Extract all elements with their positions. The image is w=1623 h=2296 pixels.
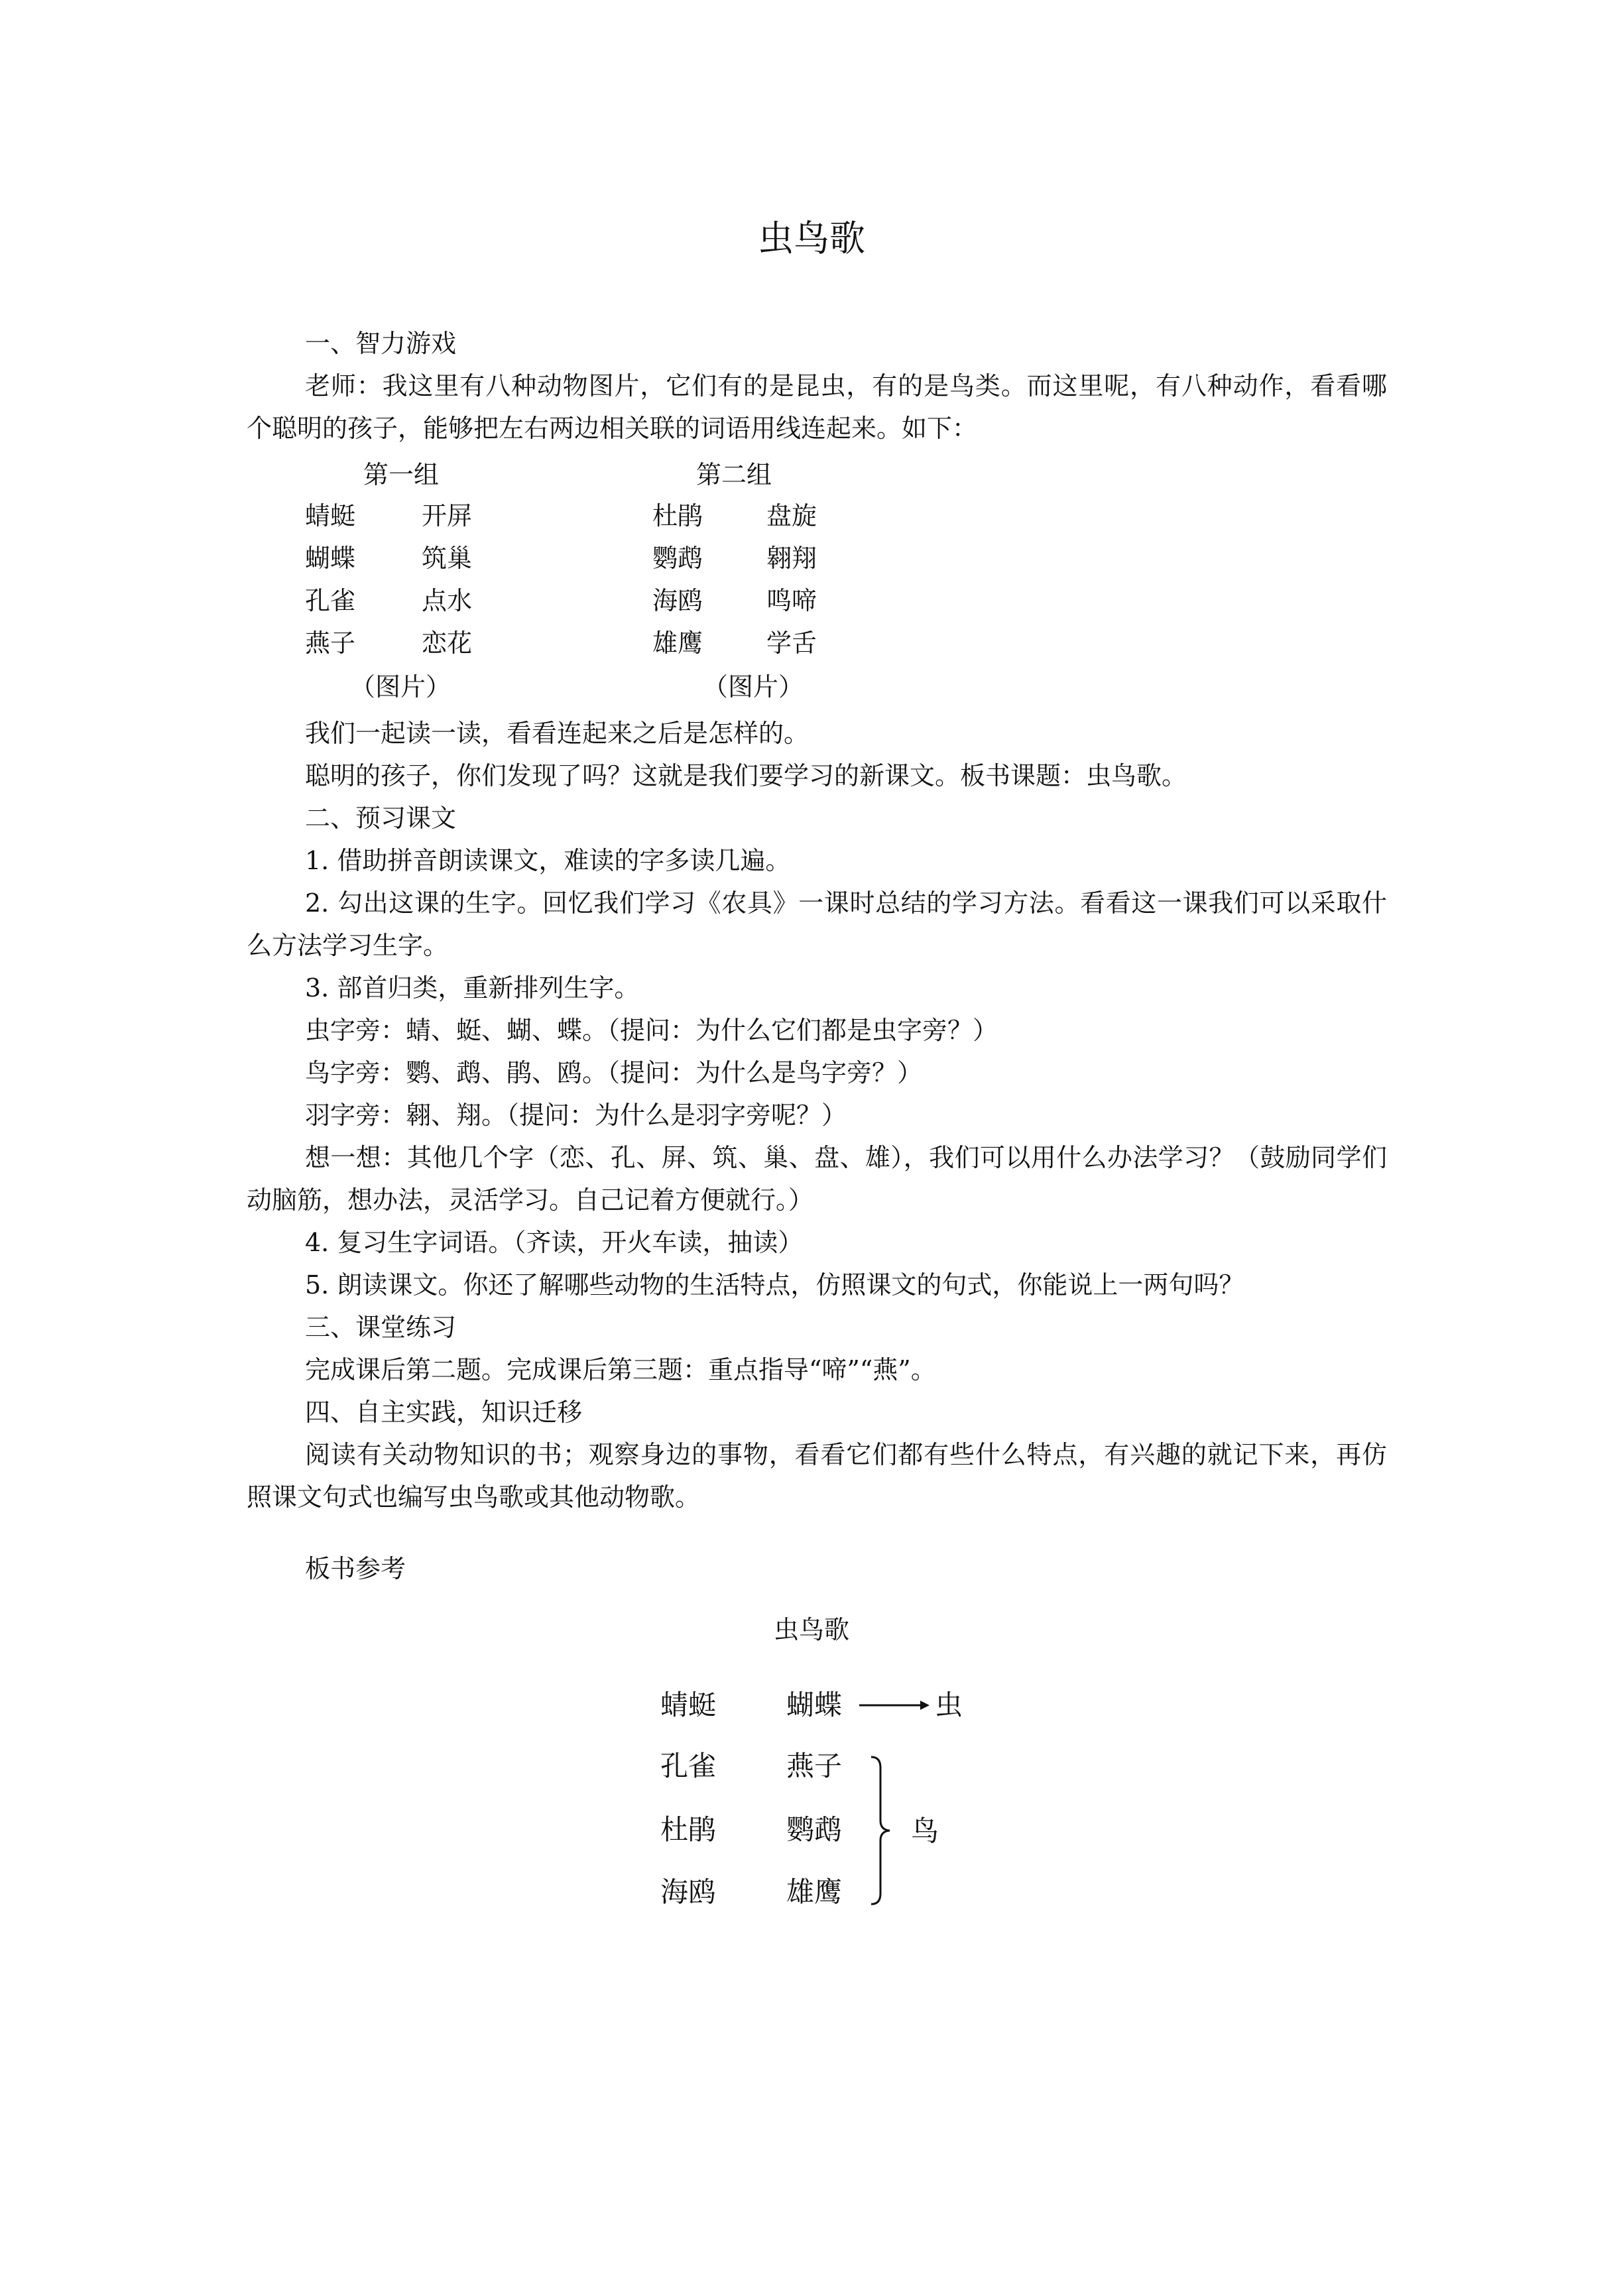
group1-animal: 蜻蜓 [305, 501, 356, 530]
group2-animal: 海鸥 [652, 586, 703, 615]
discover-line: 聪明的孩子，你们发现了吗？这就是我们要学习的新课文。板书课题：虫鸟歌。 [305, 761, 1187, 790]
board-word: 海鸥 [660, 1876, 717, 1908]
group2-animal: 雄鹰 [652, 629, 703, 658]
group2-action: 鸣啼 [766, 586, 817, 615]
feather-radical-line: 羽字旁：翱、翔。（提问：为什么是羽字旁呢？） [305, 1101, 847, 1130]
group1-action: 开屏 [422, 501, 473, 530]
group1-action: 点水 [422, 586, 473, 615]
practice-line: 完成课后第二题。完成课后第三题：重点指导“啼”“燕”。 [305, 1355, 936, 1384]
group1-picture: （图片） [350, 672, 451, 701]
group1-animal: 孔雀 [305, 586, 356, 615]
group2-label: 第二组 [696, 460, 772, 489]
section-heading-4: 四、自主实践，知识迁移 [305, 1398, 583, 1427]
group1-label: 第一组 [363, 460, 440, 489]
board-word: 雄鹰 [786, 1876, 843, 1908]
board-word: 孔雀 [660, 1750, 717, 1782]
group2-animal: 杜鹃 [652, 501, 703, 530]
board-bird-label: 鸟 [911, 1815, 939, 1847]
group2-picture: （图片） [703, 672, 804, 701]
group2-action: 学舌 [766, 629, 817, 658]
think-paragraph: 想一想：其他几个字（恋、孔、屏、筑、巢、盘、雄），我们可以用什么办法学习？（鼓励同学们动脑筋，想办法，灵活学习。自己记着方便就行。） [247, 1143, 1387, 1215]
board-title: 虫鸟歌 [773, 1615, 849, 1644]
step-5: 5. 朗读课文。你还了解哪些动物的生活特点，仿照课文的句式，你能说上一两句吗？ [305, 1270, 1244, 1299]
section-heading-2: 二、预习课文 [305, 804, 457, 833]
board-word: 杜鹃 [660, 1813, 717, 1846]
page-title: 虫鸟歌 [758, 217, 865, 259]
step-2: 2. 勾出这课的生字。回忆我们学习《农具》一课时总结的学习方法。看看这一课我们可以采取什么方法学习生字。 [247, 888, 1387, 960]
group1-action: 恋花 [422, 629, 473, 658]
step-3: 3. 部首归类，重新排列生字。 [305, 973, 640, 1002]
brace-icon [869, 1754, 895, 1907]
insect-radical-line: 虫字旁：蜻、蜓、蝴、蝶。（提问：为什么它们都是虫字旁？） [305, 1016, 998, 1045]
read-together-line: 我们一起读一读，看看连起来之后是怎样的。 [305, 719, 810, 748]
section-heading-3: 三、课堂练习 [305, 1313, 457, 1342]
board-word: 鹦鹉 [786, 1813, 843, 1846]
group1-animal: 蝴蝶 [305, 544, 356, 573]
practice-paragraph: 阅读有关动物知识的书；观察身边的事物，看看它们都有些什么特点，有兴趣的就记下来，再仿照课文句式也编写虫鸟歌或其他动物歌。 [247, 1440, 1387, 1512]
section-heading-1: 一、智力游戏 [305, 329, 457, 358]
step-1: 1. 借助拼音朗读课文，难读的字多读几遍。 [305, 846, 791, 875]
board-word: 蝴蝶 [786, 1689, 843, 1721]
board-heading: 板书参考 [305, 1554, 406, 1583]
group2-animal: 鹦鹉 [652, 544, 703, 573]
bird-radical-line: 鸟字旁：鹦、鹉、鹃、鸥。（提问：为什么是鸟字旁？） [305, 1058, 923, 1087]
board-word: 蜻蜓 [660, 1689, 717, 1721]
board-insect-label: 虫 [935, 1689, 963, 1721]
group1-action: 筑巢 [422, 544, 473, 573]
intro-paragraph: 老师：我这里有八种动物图片，它们有的是昆虫，有的是鸟类。而这里呢，有八种动作，看看哪个聪明的孩子，能够把左右两边相关联的词语用线连起来。如下： [247, 371, 1387, 443]
arrow-icon [859, 1699, 930, 1712]
step-4: 4. 复习生字词语。（齐读，开火车读，抽读） [305, 1228, 804, 1257]
group2-action: 盘旋 [766, 501, 817, 530]
board-word: 燕子 [786, 1750, 843, 1782]
group1-animal: 燕子 [305, 629, 356, 658]
group2-action: 翱翔 [766, 544, 817, 573]
